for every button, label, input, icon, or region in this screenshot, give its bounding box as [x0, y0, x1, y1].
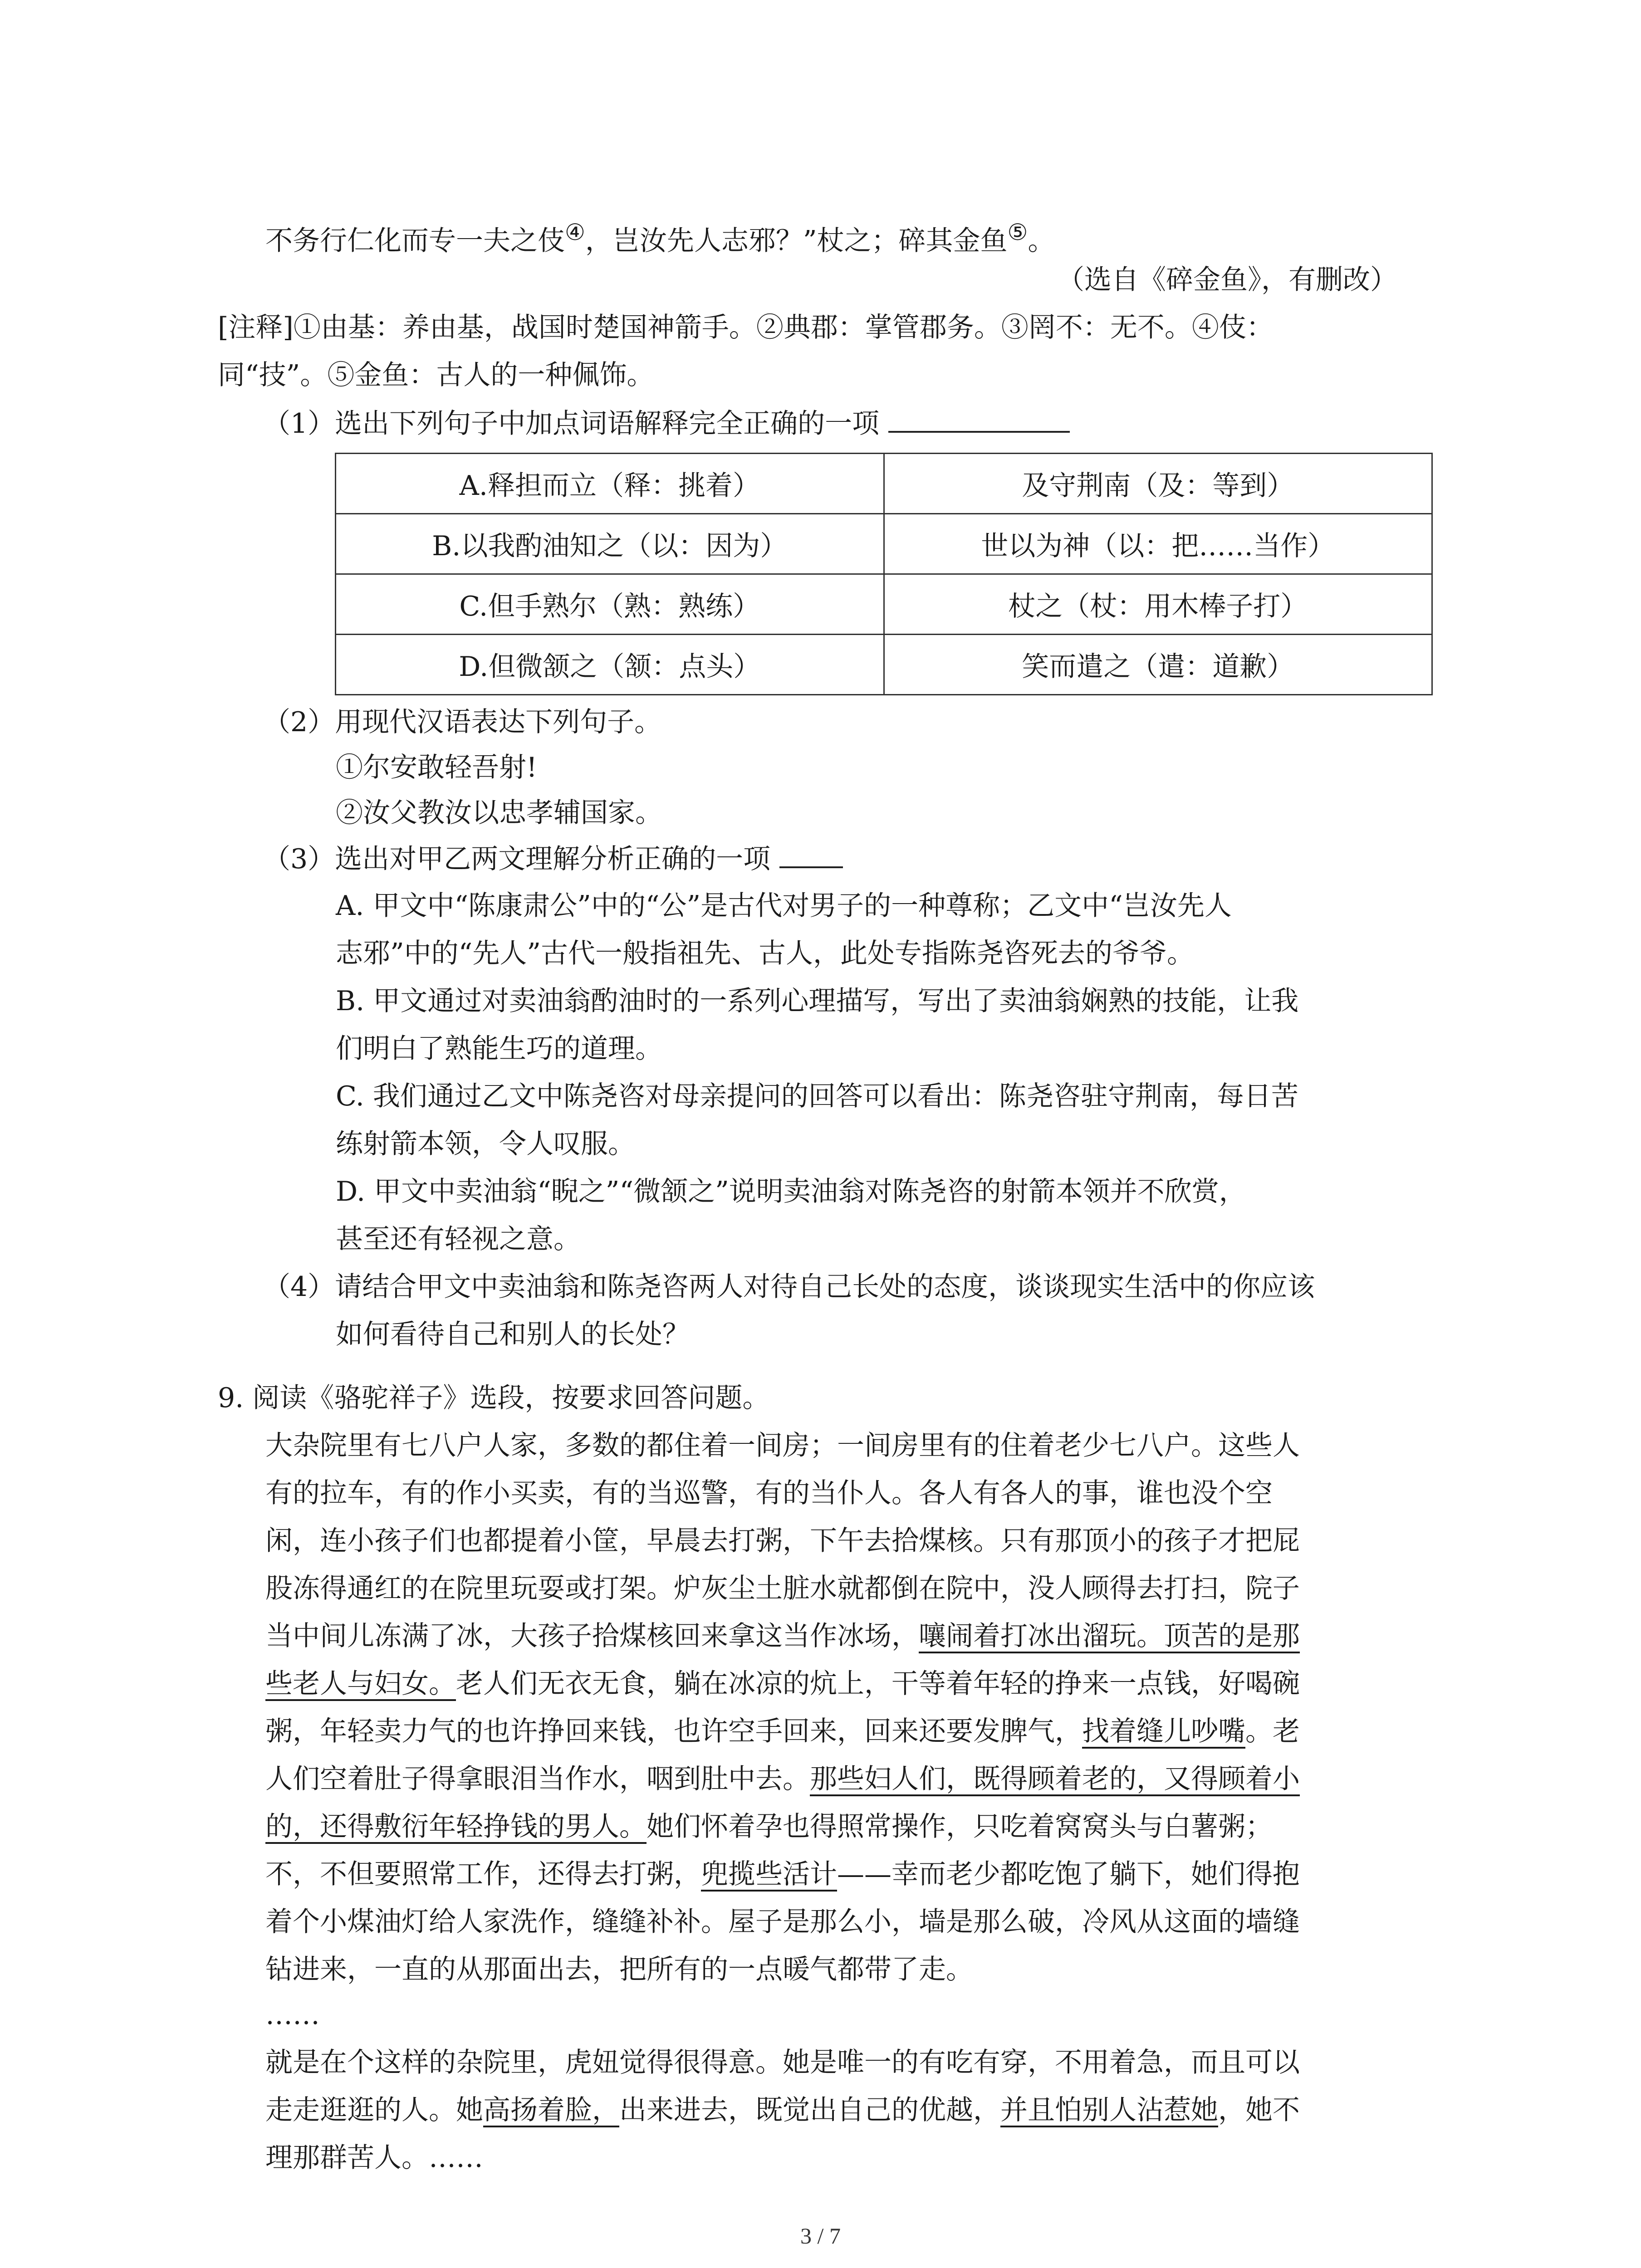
underlined-phrase: 的，还得敷衍年轻挣钱的男人。	[265, 1811, 647, 1843]
excerpt-line: 大杂院里有七八户人家，多数的都住着一间房；一间房里有的住着老少七八户。这些人	[265, 1430, 1300, 1461]
excerpt-line: 股冻得通红的在院里玩耍或打架。炉灰尘土脏水就都倒在院中，没人顾得去打扫，院子	[265, 1573, 1300, 1604]
option-cell: 及守荆南（及：等到）	[884, 454, 1432, 514]
option-a-line-2: 志邪”中的“先人”古代一般指祖先、古人，此处专指陈尧咨死去的爷爷。	[336, 938, 1195, 969]
table-row	[336, 635, 1432, 695]
question-9-title: 9. 阅读《骆驼祥子》选段，按要求回答问题。	[218, 1382, 770, 1414]
underlined-phrase: 兜揽些活计	[701, 1858, 837, 1890]
excerpt-line: 理那群苦人。……	[265, 2142, 483, 2174]
footnote-marker: ④	[565, 219, 585, 245]
underlined-phrase: 找着缝儿吵嘴	[1082, 1716, 1245, 1747]
notes-line-1: [注释]①由基：养由基，战国时楚国神箭手。②典郡：掌管郡务。③罔不：无不。④伎：	[218, 312, 1274, 343]
excerpt-line: 闲，连小孩子们也都提着小筐，早晨去打粥，下午去拾煤核。只有那顶小的孩子才把屁	[265, 1525, 1300, 1557]
option-cell: 杖之（杖：用木棒子打）	[884, 574, 1432, 635]
option-cell: A.释担而立（释：挑着）	[336, 454, 884, 514]
answer-blank[interactable]	[888, 404, 1070, 433]
option-a-line-1: A. 甲文中“陈康肃公”中的“公”是古代对男子的一种尊称；乙文中“岂汝先人	[336, 890, 1232, 922]
question-2-prompt: （2）用现代汉语表达下列句子。	[263, 706, 662, 738]
underlined-phrase: 高扬着脸，	[483, 2094, 619, 2126]
underlined-phrase: 并且怕别人沾惹她	[1000, 2094, 1218, 2126]
notes-line-2: 同“技”。⑤金鱼：古人的一种佩饰。	[218, 359, 654, 391]
table-row	[336, 514, 1432, 574]
excerpt-line: 些老人与妇女。老人们无衣无食，躺在冰凉的炕上，干等着年轻的挣来一点钱，好喝碗	[265, 1668, 1300, 1700]
option-c-line-1: C. 我们通过乙文中陈尧咨对母亲提问的回答可以看出：陈尧咨驻守荆南，每日苦	[336, 1080, 1298, 1112]
excerpt-line: 走走逛逛的人。她高扬着脸，出来进去，既觉出自己的优越，并且怕别人沾惹她，她不	[265, 2094, 1300, 2126]
option-cell: 世以为神（以：把……当作）	[884, 514, 1432, 574]
underlined-phrase: 那些妇人们，既得顾着老的，又得顾着小	[810, 1763, 1300, 1795]
excerpt-line: 钻进来，一直的从那面出去，把所有的一点暖气都带了走。	[265, 1954, 973, 1985]
passage-source: （选自《碎金鱼》，有删改）	[1057, 264, 1397, 296]
option-c-line-2: 练射箭本领，令人叹服。	[336, 1128, 635, 1160]
question-2-sentence-2: ②汝父教汝以忠孝辅国家。	[336, 797, 662, 829]
option-b-line-2: 们明白了熟能生巧的道理。	[336, 1033, 662, 1065]
option-b-line-1: B. 甲文通过对卖油翁酌油时的一系列心理描写，写出了卖油翁娴熟的技能，让我	[336, 985, 1299, 1017]
question-3-prompt: （3）选出对甲乙两文理解分析正确的一项	[263, 839, 843, 878]
excerpt-line: 就是在个这样的杂院里，虎妞觉得很得意。她是唯一的有吃有穿，不用着急，而且可以	[265, 2047, 1300, 2078]
page-number: 3 / 7	[800, 2223, 841, 2248]
table-row	[336, 454, 1432, 514]
underlined-phrase: 顶苦的是那	[1164, 1620, 1300, 1652]
option-d-line-1: D. 甲文中卖油翁“睨之”“微颔之”说明卖油翁对陈尧咨的射箭本领并不欣赏，	[336, 1176, 1246, 1207]
answer-blank[interactable]	[779, 839, 843, 868]
question-1-prompt: （1）选出下列句子中加点词语解释完全正确的一项	[263, 404, 1070, 443]
question-4-line-1: （4）请结合甲文中卖油翁和陈尧咨两人对待自己长处的态度，谈谈现实生活中的你应该	[263, 1271, 1315, 1303]
excerpt-line: 着个小煤油灯给人家洗作，缝缝补补。屋子是那么小，墙是那么破，冷风从这面的墙缝	[265, 1906, 1300, 1938]
excerpt-ellipsis: ……	[265, 1999, 320, 2031]
excerpt-line: 不，不但要照常工作，还得去打粥，兜揽些活计——幸而老少都吃饱了躺下，她们得抱	[265, 1858, 1300, 1890]
underlined-phrase: 嚷闹着打冰出溜玩。	[919, 1620, 1164, 1652]
excerpt-line: 有的拉车，有的作小买卖，有的当巡警，有的当仆人。各人有各人的事，谁也没个空	[265, 1477, 1273, 1509]
option-cell: D.但微颔之（颔：点头）	[336, 635, 884, 695]
excerpt-line: 人们空着肚子得拿眼泪当作水，咽到肚中去。那些妇人们，既得顾着老的，又得顾着小	[265, 1763, 1300, 1795]
passage-line: 不务行仁化而专一夫之伎④，岂汝先人志邪？”杖之；碎其金鱼⑤。	[265, 219, 1055, 257]
options-table	[335, 453, 1433, 695]
option-cell: 笑而遣之（遣：道歉）	[884, 635, 1432, 695]
excerpt-line: 的，还得敷衍年轻挣钱的男人。她们怀着孕也得照常操作，只吃着窝窝头与白薯粥；	[265, 1811, 1273, 1843]
question-2-sentence-1: ①尔安敢轻吾射!	[336, 752, 538, 783]
excerpt-line: 粥，年轻卖力气的也许挣回来钱，也许空手回来，回来还要发脾气，找着缝儿吵嘴。老	[265, 1716, 1300, 1747]
footnote-marker: ⑤	[1007, 219, 1028, 245]
excerpt-line: 当中间儿冻满了冰，大孩子拾煤核回来拿这当作冰场，嚷闹着打冰出溜玩。顶苦的是那	[265, 1620, 1300, 1652]
option-cell: C.但手熟尔（熟：熟练）	[336, 574, 884, 635]
option-cell: B.以我酌油知之（以：因为）	[336, 514, 884, 574]
question-4-line-2: 如何看待自己和别人的长处？	[336, 1319, 690, 1350]
table-row	[336, 574, 1432, 635]
underlined-phrase: 些老人与妇女。	[265, 1668, 456, 1700]
option-d-line-2: 甚至还有轻视之意。	[336, 1223, 581, 1255]
